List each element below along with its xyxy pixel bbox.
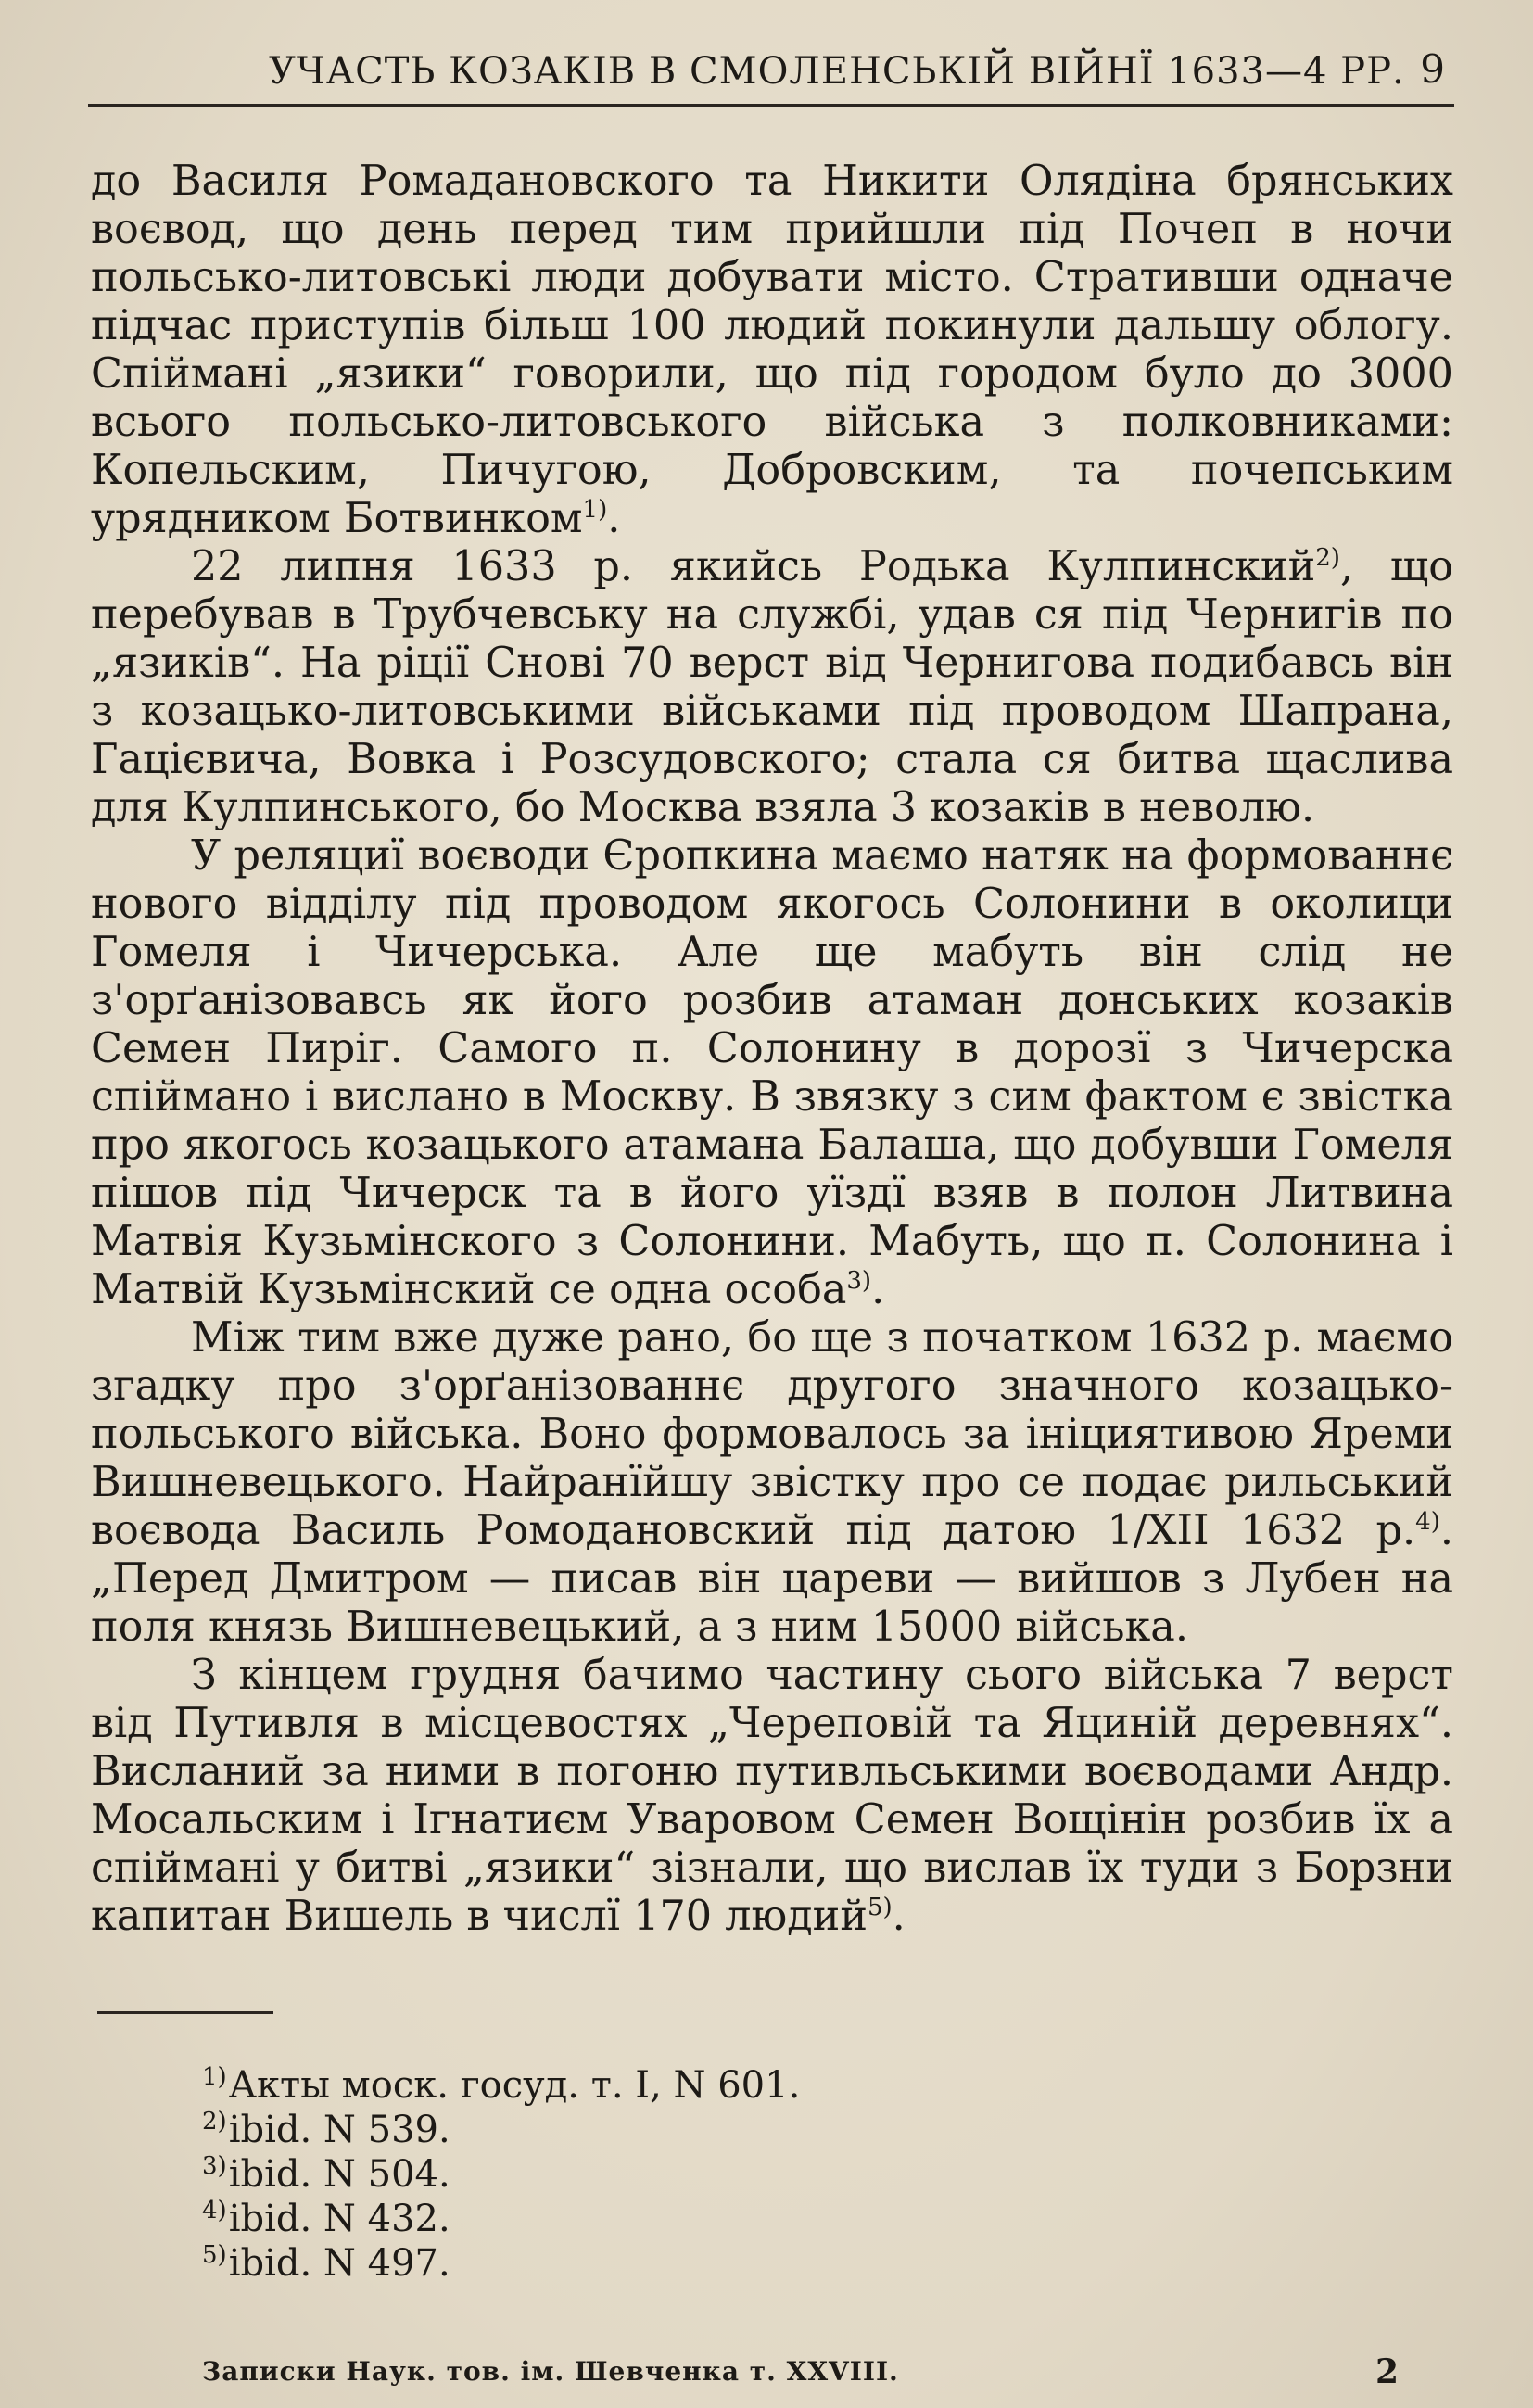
footnote: $^{2)}$ibid. N 539. bbox=[202, 2107, 450, 2151]
page-header bbox=[88, 46, 1454, 107]
paragraph: З кінцем грудня бачимо частину сього війська 7 верст від Путивля в місцевостях „Череповій та Яциній деревнях“. Висланий за ними в погоню путивльськими воєводами Андр. Мосальским і Ігнатиєм Уваровом Семен Вощінін розбив їх а спіймані у битві „язики“ зізнали, що вислав їх туди з Борзни капитан Вишель в числї 170 людий$^{5)}$. bbox=[91, 1652, 1453, 1940]
footnote-reference: 4) bbox=[1415, 1508, 1440, 1537]
footnote-reference: 2) bbox=[1315, 544, 1340, 573]
journal-signature: Записки Наук. тов. ім. Шевченка т. XXVIII. bbox=[202, 2356, 899, 2387]
footnote: $^{5)}$ibid. N 497. bbox=[202, 2240, 450, 2285]
paragraph: до Василя Ромадановского та Никити Олядіна брянських воєвод, що день перед тим прийшли під Почеп в ночи польсько-литовські люди добувати місто. Стративши одначе підчас приступів більш 100 людий покинули дальшу облогу. Спіймані „язики“ говорили, що під городом було до 3000 всього польсько-литовського війська з полковниками: Копельским, Пичугою, Добровским, та почепським урядником Ботвинком$^{1)}$. bbox=[91, 158, 1453, 542]
paragraph: Між тим вже дуже рано, бо ще з початком 1632 р. маємо згадку про з'орґанізованнє другого значного козацько-польського війська. Воно формовалось за ініциятивою Яреми Вишневецького. Найранїйшу звістку про се подає рильський воєвода Василь Ромодановский під датою 1/XII 1632 р.$^{4)}$. „Перед Дмитром — писав він цареви — вийшов з Лубен на поля князь Вишневецький, а з ним 15000 війська. bbox=[91, 1314, 1453, 1651]
running-title: УЧАСТЬ КОЗАКІВ В СМОЛЕНСЬКІЙ ВІЙНЇ 1633—4 РР. bbox=[269, 50, 1405, 93]
page-footer bbox=[202, 2352, 1399, 2399]
footnote: $^{4)}$ibid. N 432. bbox=[202, 2196, 450, 2240]
paragraph: У реляциї воєводи Єропкина маємо натяк на формованнє нового відділу під проводом якогось Солонини в околици Гомеля і Чичерська. Але ще мабуть він слід не з'орґанізовавсь як його розбив атаман донських козаків Семен Пиріг. Самого п. Солонину в дорозї з Чичерска спіймано і вислано в Москву. В звязку з сим фактом є звістка про якогось козацького атамана Балаша, що добувши Гомеля пішов під Чичерск та в його уїздї взяв в полон Литвина Матвія Кузьмінского з Солонини. Мабуть, що п. Солонина і Матвій Кузьмінский се одна особа$^{3)}$. bbox=[91, 832, 1453, 1313]
footnote-divider bbox=[97, 2011, 273, 2014]
footnote-reference: 1) bbox=[582, 496, 608, 525]
paragraph: 22 липня 1633 р. якийсь Родька Кулпинский$^{2)}$, що перебував в Трубчевську на службі, удав ся під Чернигів по „язиків“. На ріції Снові 70 верст від Чернигова подибавсь він з козацько-литовськими військами під проводом Шапрана, Гацієвича, Вовка і Розсудовского; стала ся битва щаслива для Кулпинського, бо Москва взяла 3 козаків в неволю. bbox=[91, 543, 1454, 831]
footnotes bbox=[202, 2063, 800, 2286]
footnote-reference: 5) bbox=[867, 1894, 893, 1922]
footnote: $^{1)}$Акты моск. госуд. т. І, N 601. bbox=[202, 2062, 801, 2107]
sheet-number: 2 bbox=[1375, 2352, 1399, 2391]
body-text bbox=[91, 158, 1453, 1941]
footnote: $^{3)}$ibid. N 504. bbox=[202, 2151, 450, 2196]
page-number: 9 bbox=[1420, 46, 1445, 92]
footnote-reference: 3) bbox=[846, 1267, 872, 1296]
